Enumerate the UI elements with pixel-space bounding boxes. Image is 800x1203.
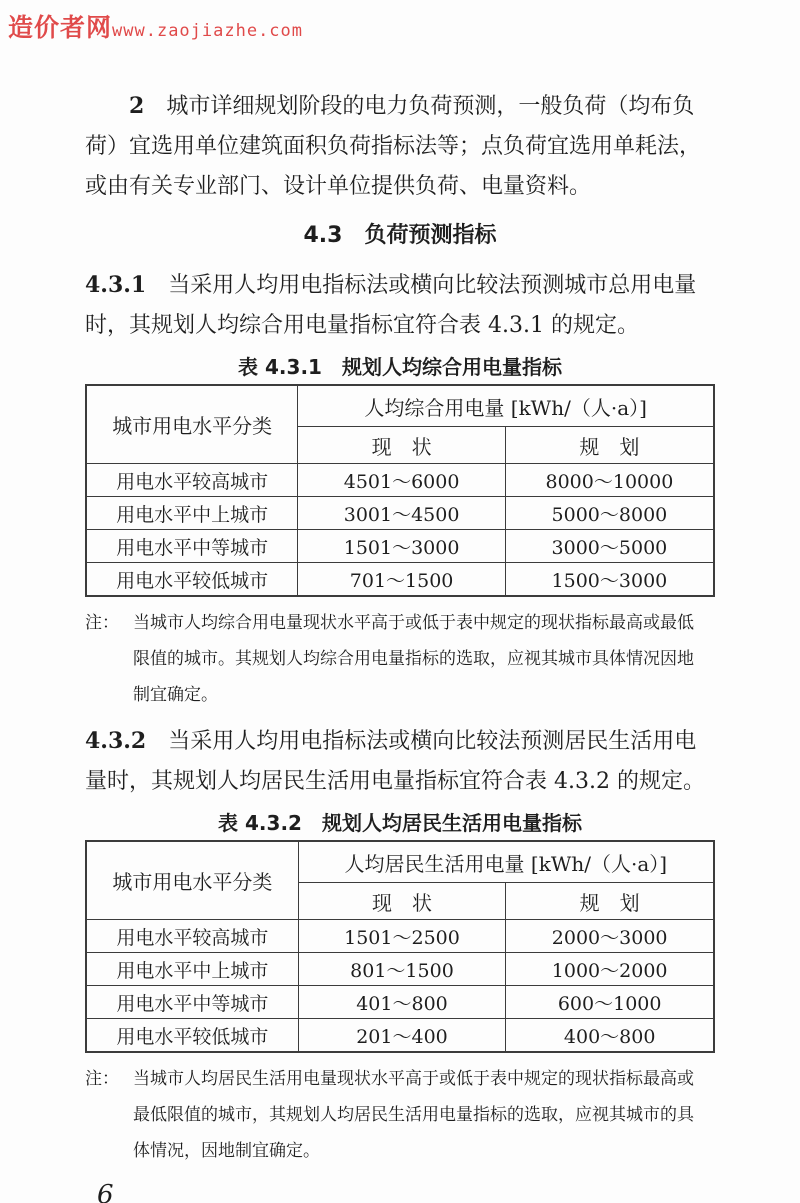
row-current-value: 1501～2500: [298, 920, 506, 953]
note-line: 当城市人均综合用电量现状水平高于或低于表中规定的现状指标最高或最低: [133, 613, 694, 633]
row-planned-value: 1500～3000: [505, 563, 714, 597]
row-current-value: 801～1500: [298, 953, 506, 986]
row-label: 用电水平中上城市: [86, 497, 298, 530]
subheader-current: 现 状: [298, 883, 506, 920]
note-text: [133, 1061, 715, 1169]
section-heading-4-3: 4.3 负荷预测指标: [303, 223, 497, 248]
table-row: [86, 464, 714, 497]
clause-4-3-2-line-1: [85, 721, 715, 762]
subheader-current: 现 状: [298, 427, 505, 464]
clause-4-3-1-line-1: [85, 265, 715, 306]
row-label: 用电水平较低城市: [86, 1019, 298, 1053]
clause-4-3-1-line-2: 时，其规划人均综合用电量指标宜符合表 4.3.1 的规定。: [85, 313, 639, 338]
note-line: 当城市人均居民生活用电量现状水平高于或低于表中规定的现状指标最高或: [133, 1069, 694, 1089]
table-header-row: [86, 841, 714, 883]
table-row: [86, 986, 714, 1019]
row-current-value: 701～1500: [298, 563, 505, 597]
table-row: [86, 953, 714, 986]
table-row: [86, 563, 714, 597]
page-number: 6: [97, 1180, 114, 1203]
row-current-value: 3001～4500: [298, 497, 505, 530]
note-line: 最低限值的城市，其规划人均居民生活用电量指标的选取，应视其城市的具: [133, 1105, 694, 1125]
row-label: 用电水平较高城市: [86, 464, 298, 497]
row-planned-value: 600～1000: [506, 986, 714, 1019]
header-consumption-span: 人均居民生活用电量 [kWh/（人·a）]: [298, 841, 714, 883]
paragraph-clause-4-3-2: [85, 721, 715, 802]
row-label: 用电水平较高城市: [86, 920, 298, 953]
clause-4-3-2-text: 当采用人均用电指标法或横向比较法预测居民生活用电: [168, 729, 697, 754]
table-4-3-2-note: [85, 1061, 715, 1169]
header-city-class: 城市用电水平分类: [86, 841, 298, 920]
subheader-planned: 规 划: [505, 427, 714, 464]
clause-2-line-3: 或由有关专业部门、设计单位提供负荷、电量资料。: [85, 174, 592, 199]
clause-4-3-2-line-2: 量时，其规划人均居民生活用电量指标宜符合表 4.3.2 的规定。: [85, 769, 705, 794]
watermark-cn-text: 造价者网: [8, 13, 113, 42]
note-line: 体情况，因地制宜确定。: [133, 1141, 320, 1161]
clause-2-number: 2: [129, 93, 145, 119]
note-label: 注：: [85, 1069, 119, 1089]
row-current-value: 401～800: [298, 986, 506, 1019]
table-4-3-2-caption: 表 4.3.2 规划人均居民生活用电量指标: [218, 811, 582, 835]
table-4-3-1-caption: 表 4.3.1 规划人均综合用电量指标: [238, 355, 562, 379]
paragraph-clause-2: [85, 86, 715, 207]
row-planned-value: 2000～3000: [506, 920, 714, 953]
note-line: 制宜确定。: [133, 685, 218, 705]
table-row: [86, 530, 714, 563]
row-current-value: 4501～6000: [298, 464, 505, 497]
table-row: [86, 497, 714, 530]
table-4-3-1: [85, 384, 715, 597]
paragraph-clause-4-3-1: [85, 265, 715, 346]
header-city-class: 城市用电水平分类: [86, 385, 298, 464]
clause-2-line-2: 荷）宜选用单位建筑面积负荷指标法等；点负荷宜选用单耗法，: [85, 134, 702, 159]
row-label: 用电水平较低城市: [86, 563, 298, 597]
note-text: [133, 605, 715, 713]
table-4-3-2: [85, 840, 715, 1053]
watermark: [8, 8, 303, 44]
clause-2-text: 城市详细规划阶段的电力负荷预测，一般负荷（均布负: [166, 94, 695, 119]
row-planned-value: 5000～8000: [505, 497, 714, 530]
subheader-planned: 规 划: [506, 883, 714, 920]
row-planned-value: 400～800: [506, 1019, 714, 1053]
row-label: 用电水平中上城市: [86, 953, 298, 986]
row-planned-value: 8000～10000: [505, 464, 714, 497]
clause-2-line-1: [85, 86, 715, 127]
table-header-row: [86, 385, 714, 427]
header-consumption-span: 人均综合用电量 [kWh/（人·a）]: [298, 385, 714, 427]
table-row: [86, 920, 714, 953]
clause-4-3-1-text: 当采用人均用电指标法或横向比较法预测城市总用电量: [168, 273, 697, 298]
watermark-url-text: www.zaojiazhe.com: [112, 21, 304, 41]
row-label: 用电水平中等城市: [86, 986, 298, 1019]
row-label: 用电水平中等城市: [86, 530, 298, 563]
clause-4-3-1-number: 4.3.1: [85, 272, 147, 298]
row-planned-value: 1000～2000: [506, 953, 714, 986]
table-4-3-1-note: [85, 605, 715, 713]
table-row: [86, 1019, 714, 1053]
row-current-value: 201～400: [298, 1019, 506, 1053]
note-label: 注：: [85, 613, 119, 633]
note-line: 限值的城市。其规划人均综合用电量指标的选取，应视其城市具体情况因地: [133, 649, 694, 669]
row-current-value: 1501～3000: [298, 530, 505, 563]
row-planned-value: 3000～5000: [505, 530, 714, 563]
clause-4-3-2-number: 4.3.2: [85, 728, 147, 754]
